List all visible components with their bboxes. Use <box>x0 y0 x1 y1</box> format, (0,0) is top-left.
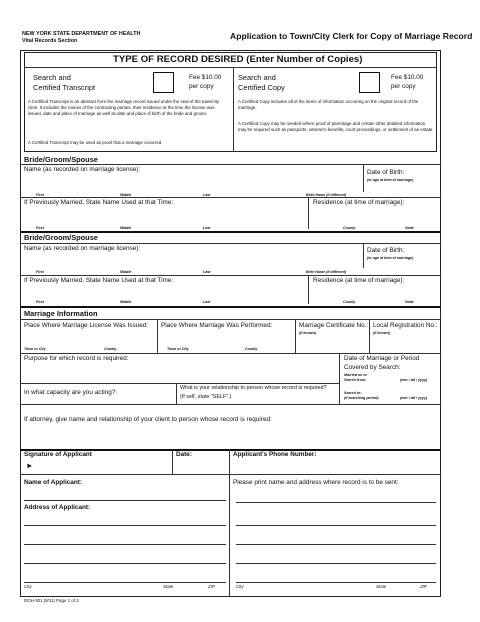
marriage-heading: Marriage Information <box>24 309 98 318</box>
spouse1-prev-label: If Previously Married, State Name Used at that Time: <box>24 199 174 206</box>
spouse2-prev-first: First <box>36 300 44 304</box>
spouse1-dob-note: (or age at time of marriage) <box>367 178 414 182</box>
spouse1-name-input[interactable] <box>24 174 360 190</box>
spouse2-prev-middle: Middle <box>120 300 132 304</box>
transcript-fee-unit: per copy <box>189 83 214 90</box>
date-input[interactable] <box>176 460 226 472</box>
spouse2-residence-input[interactable] <box>312 285 438 299</box>
zip-label-2: ZIP <box>420 584 427 589</box>
spouse1-prev-input[interactable] <box>24 207 304 225</box>
license-place-input[interactable] <box>24 330 154 344</box>
spouse2-birth-name: Birth Name (if different) <box>306 270 347 274</box>
form-title: Application to Town/City Clerk for Copy of Marriage Record <box>230 31 473 41</box>
transcript-description: A Certified Transcript is an abstract from the marriage record issued under the seal of the town/city clerk. It includes the names of the contracting parties, their residence at the time the license was issued, date and place of marriage as well as date and place of birth of the bride and groom. <box>28 99 220 116</box>
form-id: DOH-301 (8/11) Page 1 of 2 <box>24 598 79 603</box>
arrow-icon: ► <box>26 461 34 470</box>
spouse1-heading: Bride/Groom/Spouse <box>24 155 98 164</box>
date-period-label: Date of Marriage or Period <box>344 355 420 362</box>
local-reg-note: (if known) <box>373 331 390 335</box>
spouse1-county: County <box>343 226 356 230</box>
spouse2-middle: Middle <box>120 270 132 274</box>
spouse1-prev-first: First <box>36 226 44 230</box>
capacity-label: In what capacity are you acting?: <box>24 389 118 396</box>
transcript-fee: Fee $10.00 <box>189 74 222 81</box>
city-label: City <box>24 584 32 589</box>
section-name: Vital Records Section <box>22 38 78 44</box>
spouse2-prev-last: Last <box>203 300 211 304</box>
spouse2-residence-label: Residence (at time of marriage): <box>313 277 405 284</box>
cert-no-input[interactable] <box>298 336 366 350</box>
phone-input[interactable] <box>233 460 437 472</box>
copy-label: Search and <box>238 73 276 82</box>
applicant-address-input[interactable] <box>24 512 224 582</box>
spouse2-dob-input[interactable] <box>366 261 438 268</box>
date-format-2: (mm / dd / yyyy) <box>400 396 428 400</box>
attorney-input[interactable] <box>24 426 436 446</box>
spouse1-name-label: Name (as recorded on marriage license): <box>24 166 141 173</box>
performed-town: Town or City <box>167 347 189 351</box>
spouse1-dob-input[interactable] <box>366 183 438 191</box>
print-address-label: Please print name and address where record is to be sent: <box>233 479 399 486</box>
copy-fee: Fee $10.00 <box>391 74 424 81</box>
copy-usage: A Certified Copy may be needed where proof of parentage and certain other detailed information may be required such as passports, veteran's benefits, court proceedings, or settlement of an estate. <box>238 121 434 132</box>
performed-place-label: Place Where Marriage Was Performed: <box>161 322 273 329</box>
copy-copies-input[interactable] <box>359 72 380 93</box>
applicant-name-label: Name of Applicant: <box>24 479 82 486</box>
relationship-note: (If self, state "SELF".) <box>180 394 232 400</box>
spouse1-state: State <box>405 226 414 230</box>
date-period-label-2: Covered by Search: <box>344 364 401 371</box>
spouse2-prev-label: If Previously Married, State Name Used at that Time: <box>24 277 174 284</box>
department-name: NEW YORK STATE DEPARTMENT OF HEALTH <box>22 31 141 37</box>
relationship-label: What is your relationship to person whose record is required? <box>180 385 327 391</box>
copy-description: A Certified Copy includes all of the items of information occurring on the original record of the marriage. <box>238 99 419 110</box>
city-label-2: City <box>236 584 244 589</box>
performed-county: County <box>245 347 258 351</box>
search-from-input[interactable] <box>343 383 438 389</box>
spouse1-prev-last: Last <box>203 226 211 230</box>
search-to-note: (if searching period) <box>344 396 379 400</box>
purpose-input[interactable] <box>24 363 334 381</box>
transcript-label-2: Certified Transcript <box>33 83 96 92</box>
spouse1-residence-input[interactable] <box>312 207 438 225</box>
spouse1-dob-label: Date of Birth: <box>367 169 405 176</box>
spouse2-heading: Bride/Groom/Spouse <box>24 233 98 242</box>
copy-fee-unit: per copy <box>391 83 416 90</box>
search-from-label: Search from: <box>344 378 367 382</box>
spouse1-first: First <box>36 193 44 197</box>
transcript-copies-input[interactable] <box>153 72 174 93</box>
spouse1-middle: Middle <box>120 193 132 197</box>
phone-label: Applicant's Phone Number: <box>233 451 317 458</box>
spouse1-birth-name: Birth Name (if different) <box>306 193 347 197</box>
spouse2-state: State <box>405 300 414 304</box>
signature-label: Signature of Applicant <box>24 451 92 458</box>
spouse1-last: Last <box>203 193 211 197</box>
date-format-1: (mm / dd / yyyy) <box>400 378 428 382</box>
license-place-label: Place Where Marriage License Was Issued: <box>24 322 149 329</box>
purpose-label: Purpose for which record is required: <box>24 355 129 362</box>
state-label: State <box>163 584 174 589</box>
cert-no-note: (if known) <box>299 331 316 335</box>
spouse2-dob-note: (or age at time of marriage) <box>367 256 414 260</box>
search-to-label: Search to: <box>344 391 362 395</box>
spouse1-residence-label: Residence (at time of marriage): <box>313 199 405 206</box>
spouse2-first: First <box>36 270 44 274</box>
state-label-2: State <box>376 584 387 589</box>
copy-label-2: Certified Copy <box>238 83 285 92</box>
signature-input[interactable] <box>36 460 170 472</box>
license-county: County <box>104 347 117 351</box>
applicant-address-label: Address of Applicant: <box>24 504 91 511</box>
married-on-label: Married on or <box>344 373 367 377</box>
spouse2-last: Last <box>203 270 211 274</box>
cert-no-label: Marriage Certificate No.: <box>299 322 369 329</box>
spouse2-name-label: Name (as recorded on marriage license): <box>24 245 141 252</box>
spouse1-prev-middle: Middle <box>120 226 132 230</box>
spouse2-prev-input[interactable] <box>24 285 304 299</box>
local-reg-label: Local Registration No.: <box>373 322 438 329</box>
transcript-label: Search and <box>33 73 71 82</box>
capacity-input[interactable] <box>126 387 174 401</box>
spouse2-name-input[interactable] <box>24 253 360 267</box>
transcript-usage: A Certified Transcript may be used as proof that a marriage occurred. <box>28 140 163 145</box>
license-town: Town or City <box>24 347 46 351</box>
attorney-label: If attorney, give name and relationship of your client to person whose record is required: <box>24 416 272 423</box>
date-label: Date: <box>176 451 192 458</box>
local-reg-input[interactable] <box>372 336 438 350</box>
spouse2-dob-label: Date of Birth: <box>367 247 405 254</box>
record-type-title: TYPE OF RECORD DESIRED (Enter Number of Copies) <box>113 54 363 65</box>
performed-place-input[interactable] <box>161 330 291 344</box>
zip-label: ZIP <box>208 584 215 589</box>
mailing-address-input[interactable] <box>236 486 436 582</box>
applicant-name-input[interactable] <box>24 487 224 499</box>
spouse2-county: County <box>343 300 356 304</box>
